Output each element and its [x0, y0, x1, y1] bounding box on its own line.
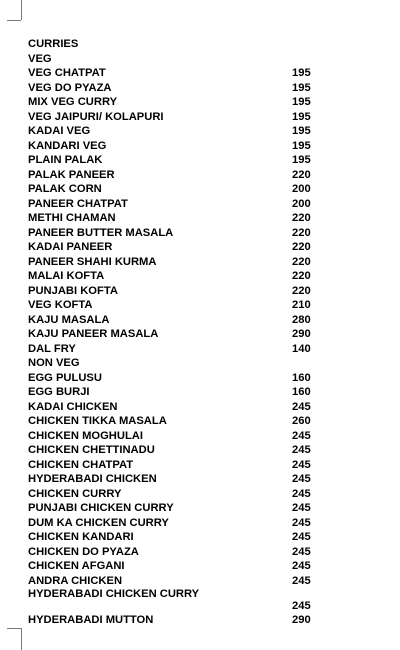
item-price: 245: [292, 400, 311, 413]
item-price: 245: [292, 599, 311, 612]
menu-page: [28, 37, 328, 628]
item-name: PALAK CORN: [28, 183, 102, 195]
menu-item: [28, 371, 328, 386]
menu-item: [28, 226, 328, 241]
item-price: 280: [292, 313, 311, 326]
item-price: 195: [292, 110, 311, 123]
menu-item: [28, 472, 328, 487]
menu-item: [28, 269, 328, 284]
section-heading-veg: VEG: [28, 52, 52, 65]
item-name: KAJU PANEER MASALA: [28, 328, 159, 340]
item-price: 245: [292, 458, 311, 471]
menu-item: [28, 516, 328, 531]
item-name: EGG PULUSU: [28, 371, 102, 384]
item-name: HYDERABADI MUTTON: [28, 614, 154, 626]
item-price: 245: [292, 560, 311, 572]
crop-mark-top-horizontal: [7, 20, 21, 21]
menu-item: [28, 487, 328, 502]
menu-item: [28, 443, 328, 458]
crop-mark-bottom: [21, 628, 22, 650]
menu-item: [28, 429, 328, 444]
menu-item: [28, 414, 328, 429]
item-name: PUNJABI CHICKEN CURRY: [28, 502, 174, 514]
item-price: 195: [292, 125, 311, 137]
menu-item: [28, 342, 328, 357]
item-name: KAJU MASALA: [28, 313, 110, 326]
item-name: CHICKEN MOGHULAI: [28, 429, 143, 442]
crop-mark-top: [21, 0, 22, 20]
item-name: VEG CHATPAT: [28, 67, 106, 79]
item-price: 245: [292, 516, 311, 529]
menu-item: [28, 66, 328, 81]
item-name: VEG DO PYAZA: [28, 81, 112, 94]
item-price: 245: [292, 531, 311, 543]
item-price: 245: [292, 574, 311, 587]
item-price: 195: [292, 139, 311, 152]
item-price: 220: [292, 241, 311, 253]
item-name: PALAK PANEER: [28, 168, 115, 181]
item-price: 200: [292, 183, 311, 195]
menu-item: [28, 559, 328, 574]
item-name: PUNJABI KOFTA: [28, 284, 118, 297]
menu-item: [28, 124, 328, 139]
item-name: HYDERABADI CHICKEN: [28, 473, 157, 485]
item-price: 140: [292, 342, 311, 355]
menu-item: [28, 313, 328, 328]
item-price: 260: [292, 415, 311, 427]
item-price: 195: [292, 81, 311, 94]
menu-item: [28, 545, 328, 560]
menu-item: [28, 298, 328, 313]
item-name: KADAI PANEER: [28, 241, 113, 253]
item-price: 290: [292, 328, 311, 340]
item-price: 245: [292, 473, 311, 485]
menu-title: CURRIES: [28, 38, 79, 50]
item-name: DAL FRY: [28, 342, 76, 355]
item-name: VEG KOFTA: [28, 299, 93, 311]
item-name: MALAI KOFTA: [28, 270, 105, 282]
menu-title-row: [28, 37, 328, 52]
menu-item: [28, 153, 328, 168]
crop-mark-bottom-horizontal: [7, 628, 21, 629]
menu-item: [28, 327, 328, 342]
menu-item: [28, 530, 328, 545]
item-price: 245: [292, 545, 311, 558]
item-name: KADAI CHICKEN: [28, 400, 118, 413]
item-price: 245: [292, 502, 311, 514]
item-name: PANEER CHATPAT: [28, 197, 128, 210]
item-name: HYDERABADI CHICKEN CURRY: [28, 588, 200, 600]
item-price: 220: [292, 226, 311, 239]
item-price: 220: [292, 284, 311, 297]
item-name: CHICKEN AFGANI: [28, 560, 125, 572]
item-name: CHICKEN CHATPAT: [28, 458, 134, 471]
item-price: 220: [292, 270, 311, 282]
item-name: KADAI VEG: [28, 125, 91, 137]
menu-item: [28, 255, 328, 270]
item-price: 210: [292, 299, 311, 311]
menu-item: [28, 139, 328, 154]
item-price: 160: [292, 371, 311, 384]
item-price: 245: [292, 487, 311, 500]
item-name: CHICKEN TIKKA MASALA: [28, 415, 167, 427]
menu-item: [28, 168, 328, 183]
item-name: PANEER BUTTER MASALA: [28, 226, 174, 239]
menu-item: [28, 458, 328, 473]
menu-item: [28, 182, 328, 197]
menu-item: [28, 95, 328, 110]
item-price: 220: [292, 255, 311, 268]
item-name: KANDARI VEG: [28, 139, 107, 152]
item-name: CHICKEN CURRY: [28, 487, 122, 500]
item-name: METHI CHAMAN: [28, 212, 116, 224]
menu-item: [28, 211, 328, 226]
item-price: 245: [292, 444, 311, 456]
item-name: CHICKEN CHETTINADU: [28, 444, 155, 456]
menu-item: [28, 574, 328, 589]
item-price: 195: [292, 67, 311, 79]
item-price: 200: [292, 197, 311, 210]
menu-item: [28, 110, 328, 125]
item-name: MIX VEG CURRY: [28, 96, 118, 108]
item-name: PLAIN PALAK: [28, 154, 103, 166]
item-name: DUM KA CHICKEN CURRY: [28, 516, 169, 529]
menu-item: [28, 240, 328, 255]
item-price: 245: [292, 429, 311, 442]
item-name: EGG BURJI: [28, 386, 90, 398]
menu-item: [28, 81, 328, 96]
item-price: 220: [292, 212, 311, 224]
menu-item: [28, 400, 328, 415]
menu-item: [28, 197, 328, 212]
item-price: 160: [292, 386, 311, 398]
item-price: 290: [292, 614, 311, 626]
menu-item: [28, 501, 328, 516]
section-heading-row: [28, 52, 328, 67]
item-price: 195: [292, 96, 311, 108]
item-name: CHICKEN KANDARI: [28, 531, 134, 543]
item-name: VEG JAIPURI/ KOLAPURI: [28, 110, 164, 123]
item-name: CHICKEN DO PYAZA: [28, 545, 139, 558]
item-name: PANEER SHAHI KURMA: [28, 255, 157, 268]
item-price: 195: [292, 154, 311, 166]
menu-item: [28, 284, 328, 299]
menu-item: [28, 588, 328, 613]
item-name: ANDRA CHICKEN: [28, 574, 123, 587]
menu-item: [28, 613, 328, 628]
section-heading-non-veg: NON VEG: [28, 357, 80, 369]
menu-item: [28, 385, 328, 400]
item-price: 220: [292, 168, 311, 181]
section-heading-row: [28, 356, 328, 371]
